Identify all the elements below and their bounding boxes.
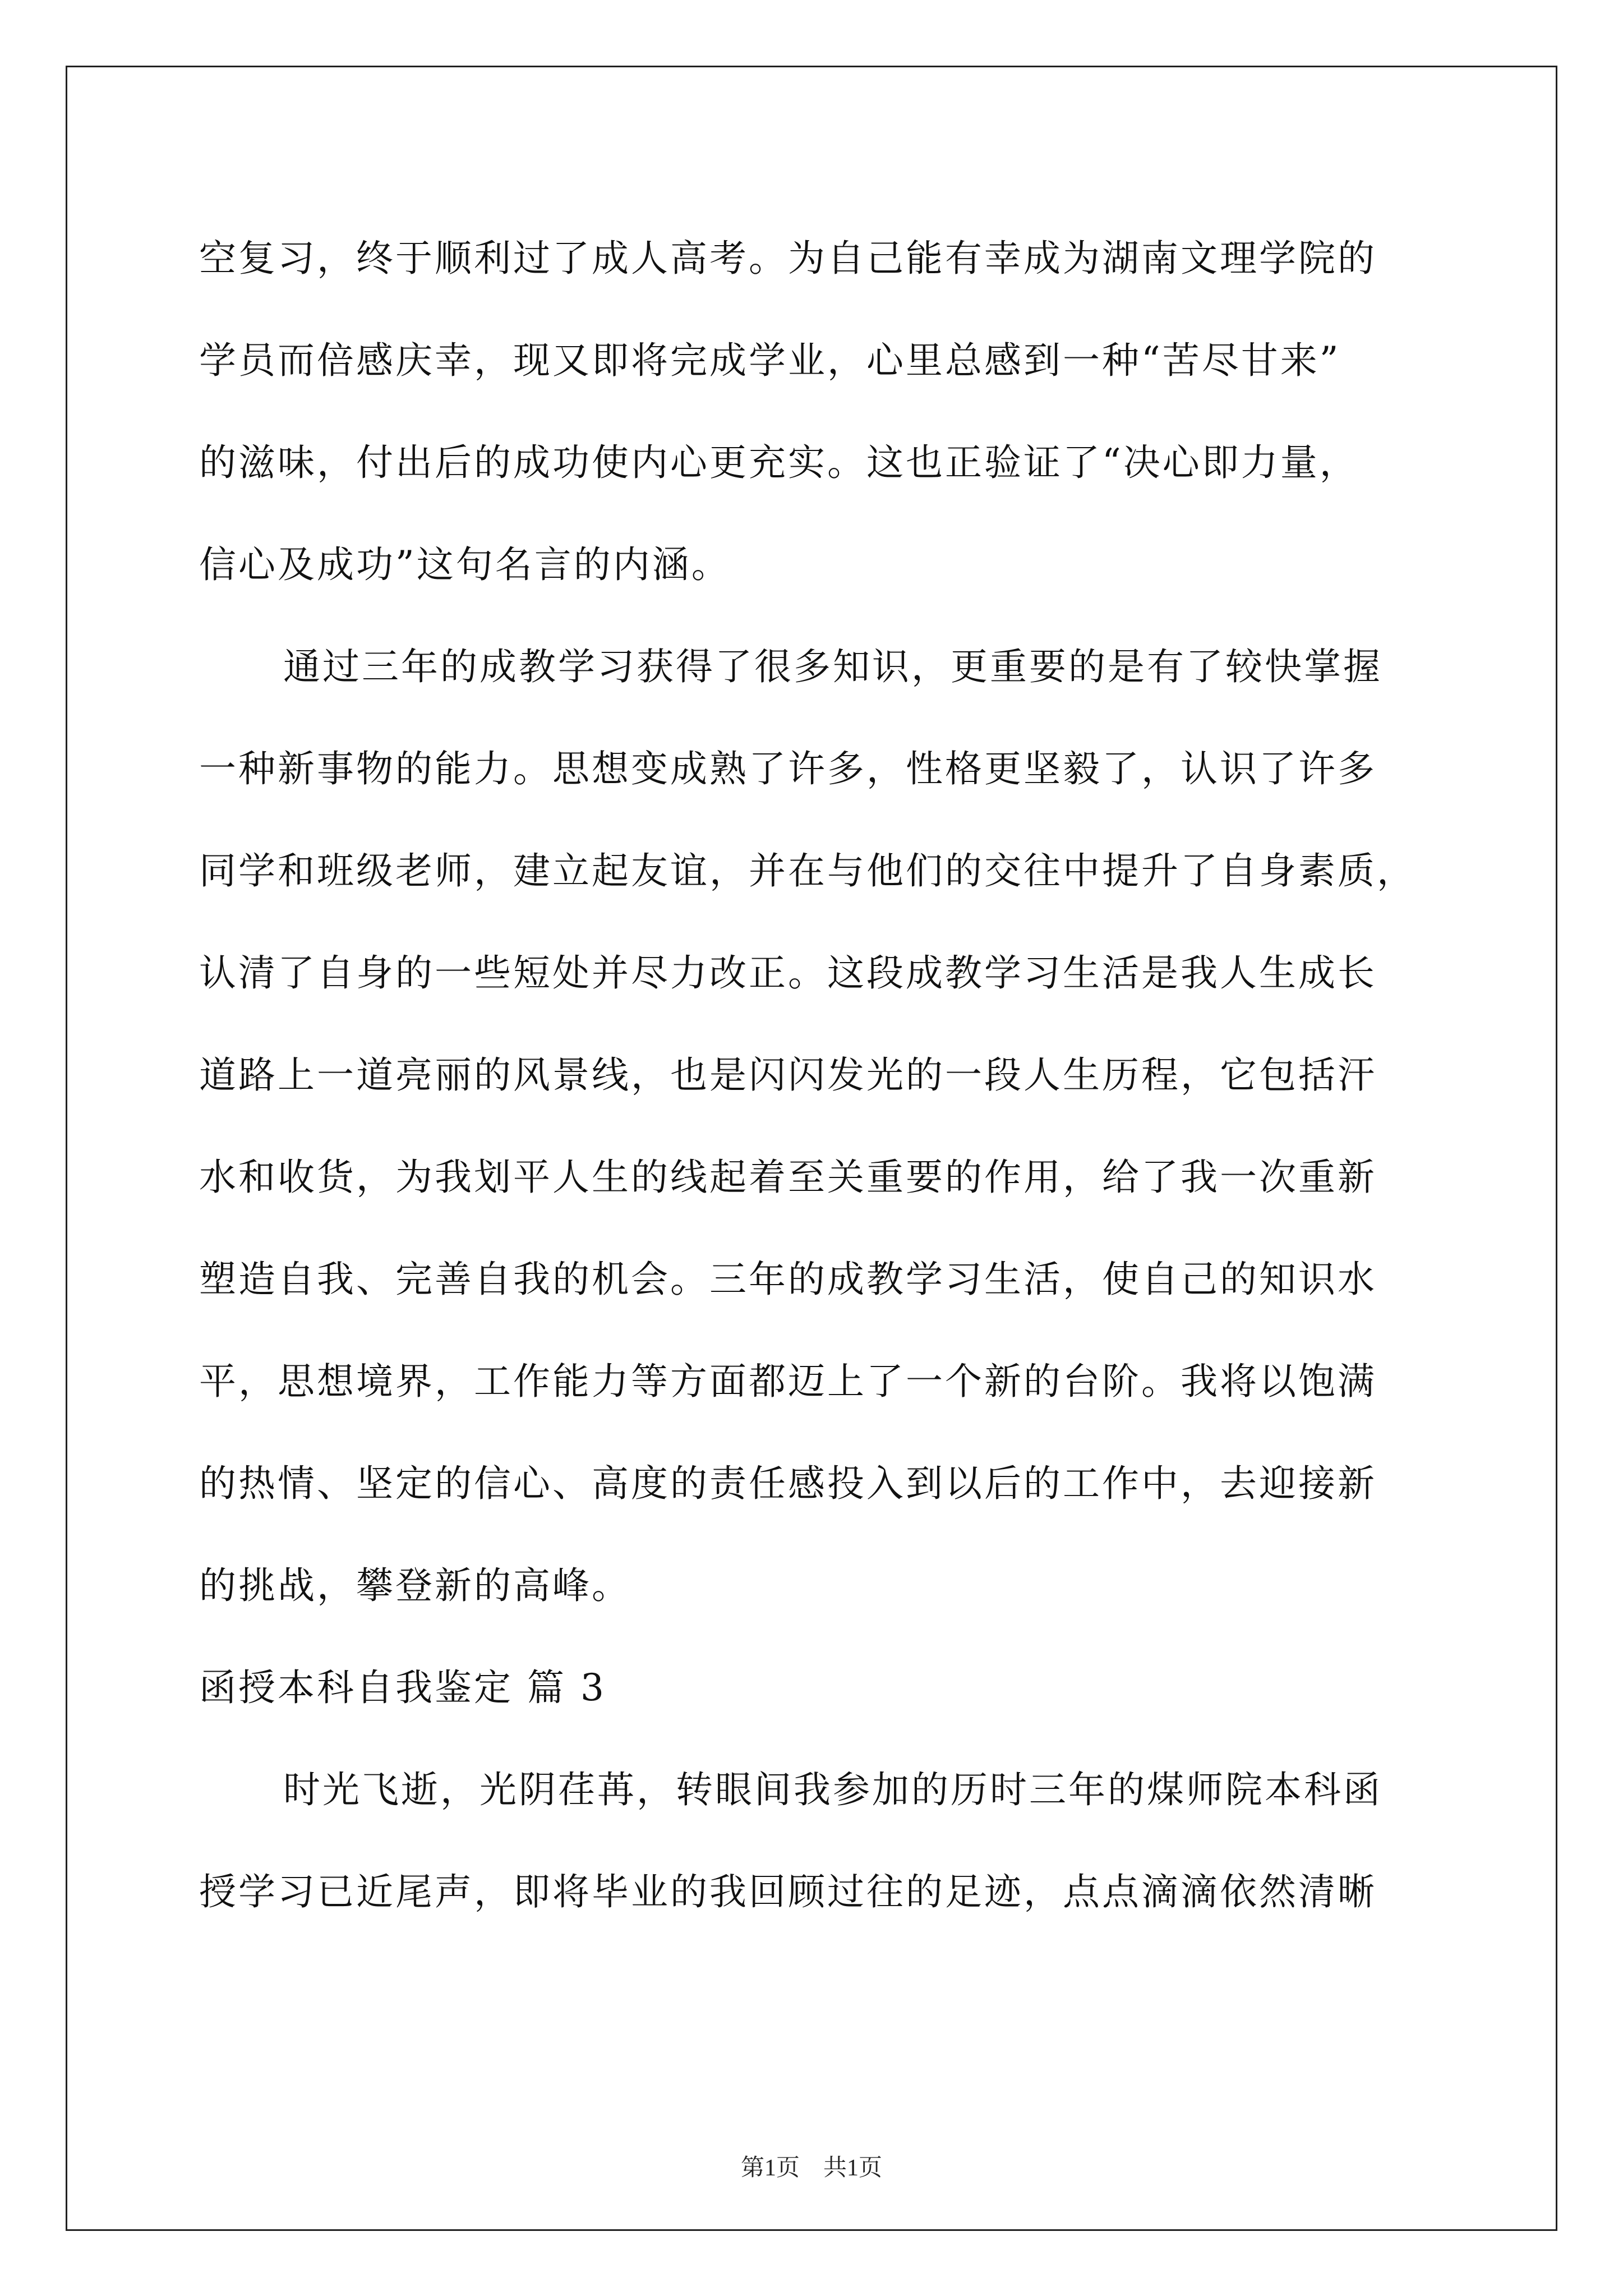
text-line: 空复习，终于顺利过了成人高考。为自己能有幸成为湖南文理学院的 bbox=[199, 237, 1377, 280]
section-heading: 函授本科自我鉴定 篇 3 bbox=[199, 1666, 606, 1709]
text-line: 认清了自身的一些短处并尽力改正。这段成教学习生活是我人生成长 bbox=[199, 951, 1377, 995]
paragraph-first-line: 时光飞逝，光阴荏苒，转眼间我参加的历时三年的煤师院本科函 bbox=[283, 1768, 1382, 1811]
text-line: 平，思想境界，工作能力等方面都迈上了一个新的台阶。我将以饱满 bbox=[199, 1360, 1377, 1403]
text-line: 道路上一道亮丽的风景线，也是闪闪发光的一段人生历程，它包括汗 bbox=[199, 1053, 1377, 1097]
text-line: 塑造自我、完善自我的机会。三年的成教学习生活，使自己的知识水 bbox=[199, 1258, 1377, 1301]
text-line: 的热情、坚定的信心、高度的责任感投入到以后的工作中，去迎接新 bbox=[199, 1462, 1377, 1505]
paragraph-first-line: 通过三年的成教学习获得了很多知识，更重要的是有了较快掌握 bbox=[283, 645, 1382, 688]
page-footer: 第1页 共1页 bbox=[740, 2155, 882, 2181]
document-body bbox=[199, 208, 1455, 1943]
text-line: 授学习已近尾声，即将毕业的我回顾过往的足迹，点点滴滴依然清晰 bbox=[199, 1870, 1377, 1913]
text-line: 学员而倍感庆幸，现又即将完成学业，心里总感到一种“苦尽甘来” bbox=[199, 339, 1341, 382]
text-line: 水和收货，为我划平人生的线起着至关重要的作用，给了我一次重新 bbox=[199, 1156, 1377, 1199]
text-line: 信心及成功”这句名言的内涵。 bbox=[199, 543, 731, 586]
text-line: 的挑战，攀登新的高峰。 bbox=[199, 1564, 631, 1607]
text-line: 同学和班级老师，建立起友谊，并在与他们的交往中提升了自身素质， bbox=[199, 849, 1416, 892]
text-line: 一种新事物的能力。思想变成熟了许多，性格更坚毅了，认识了许多 bbox=[199, 747, 1377, 790]
text-line: 的滋味，付出后的成功使内心更充实。这也正验证了“决心即力量， bbox=[199, 441, 1359, 484]
